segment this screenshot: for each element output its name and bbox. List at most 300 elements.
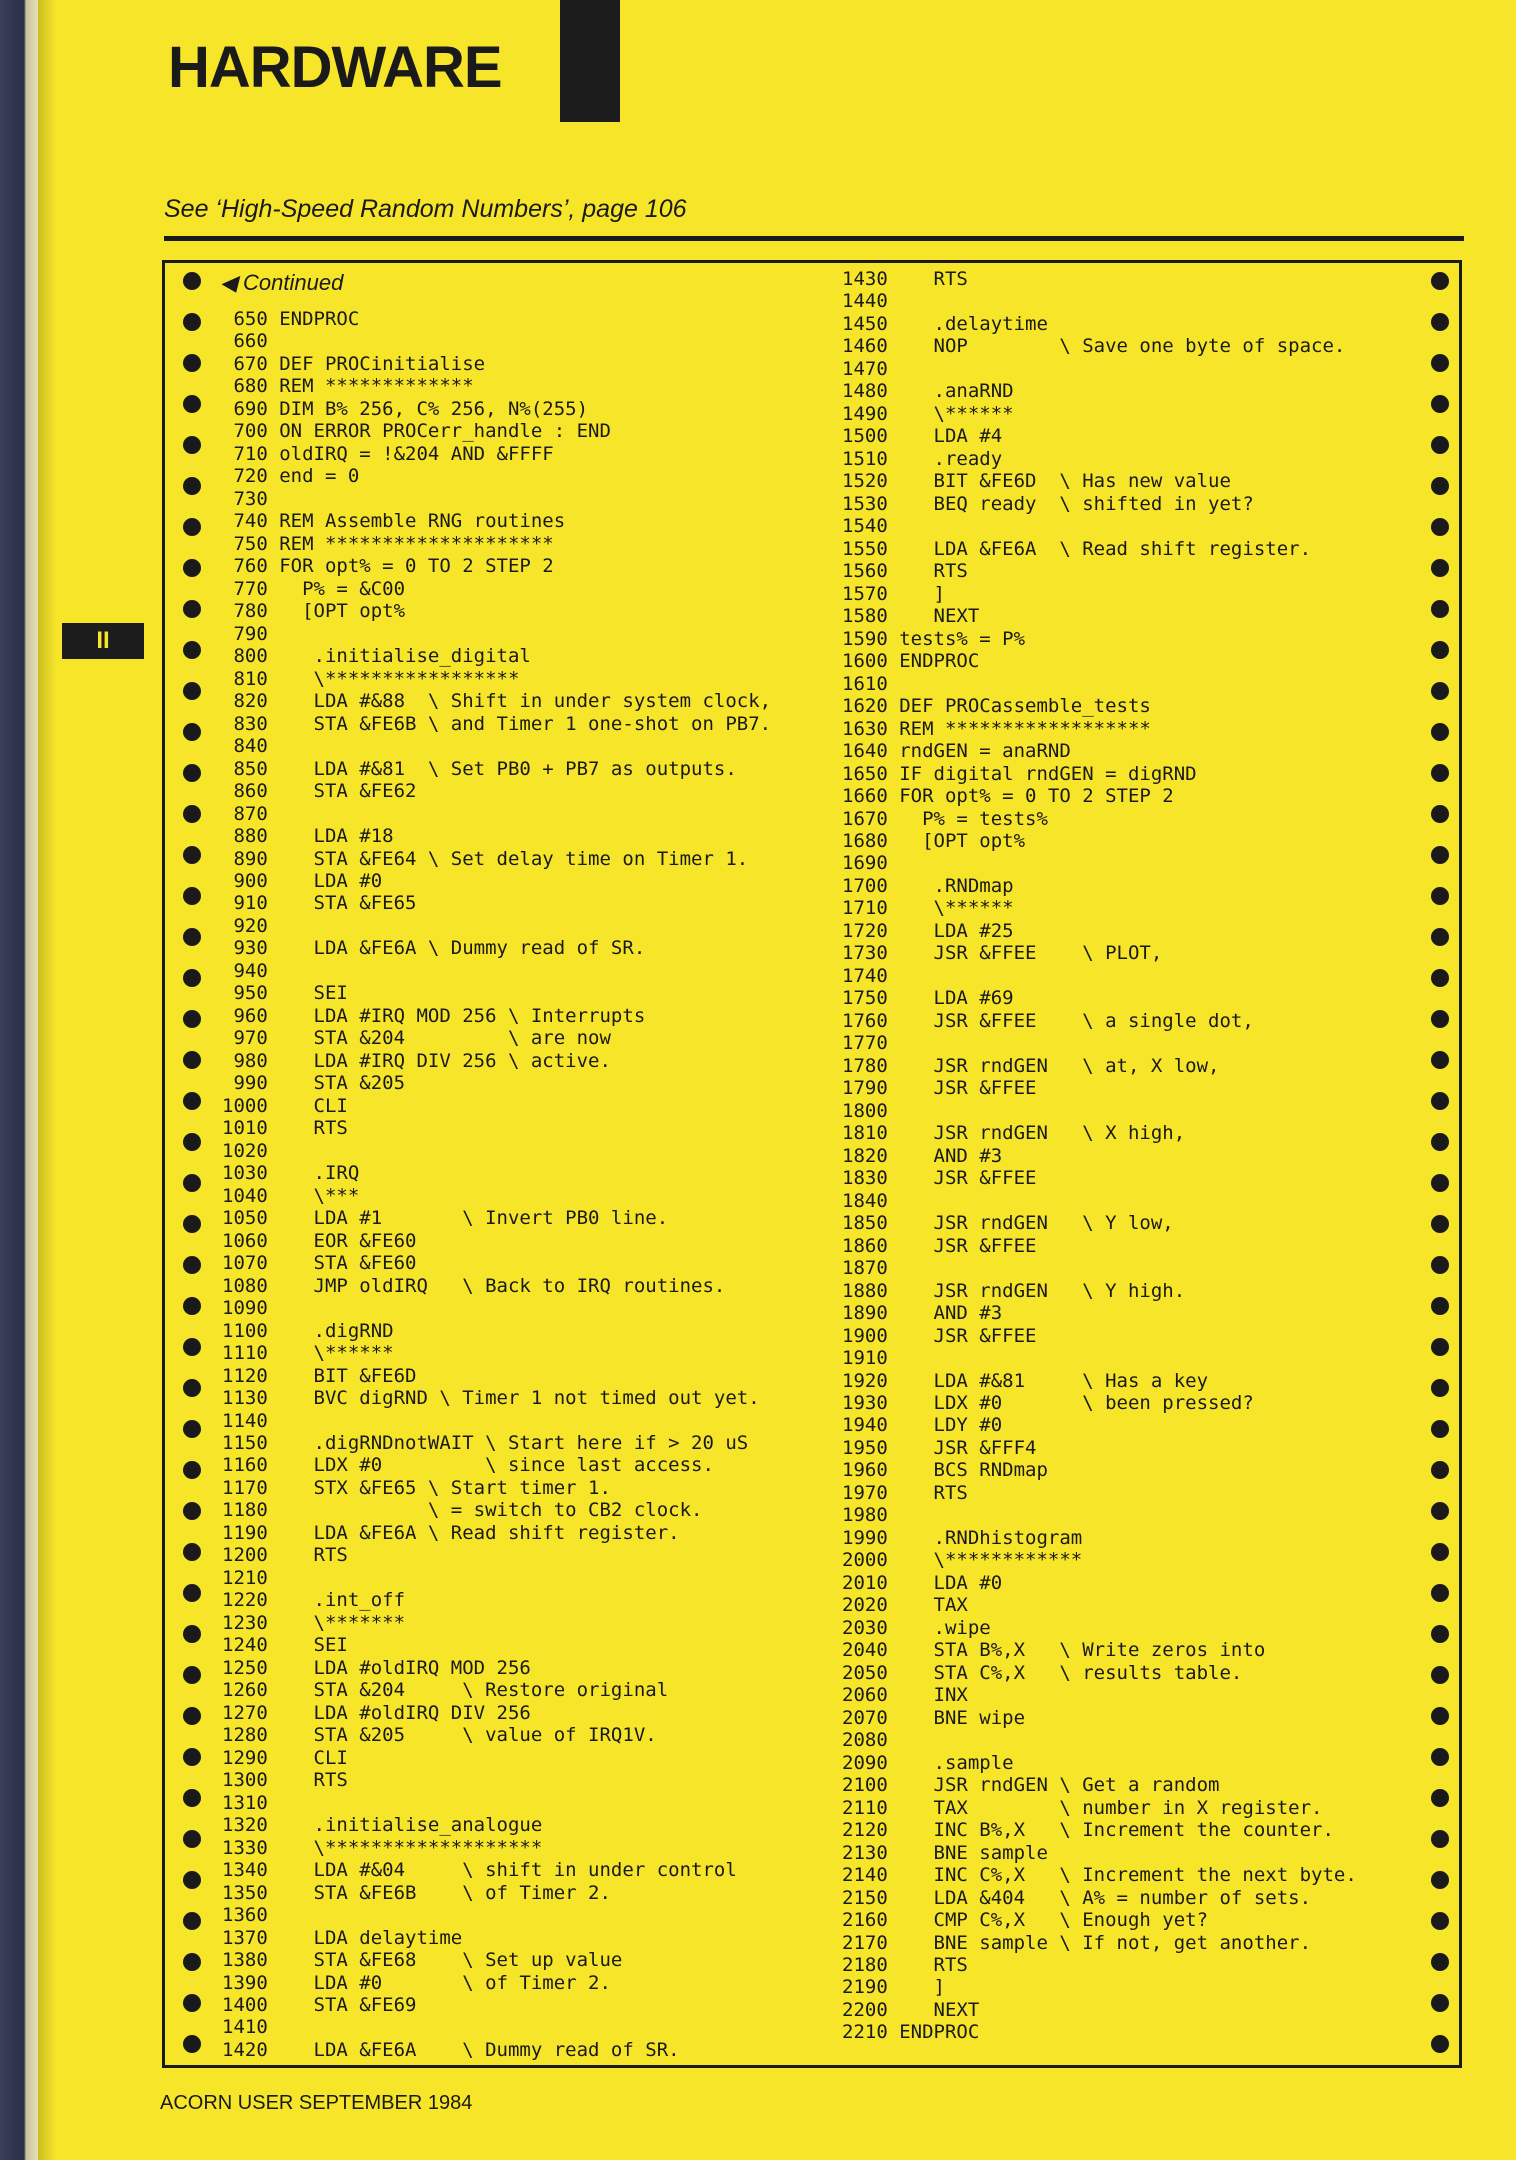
code-text: EOR &FE60 xyxy=(267,1229,417,1252)
line-number: 1660 xyxy=(842,785,888,808)
code-text xyxy=(888,1729,899,1751)
code-line xyxy=(842,583,945,605)
code-line xyxy=(222,420,611,442)
tractor-hole xyxy=(1431,354,1449,372)
line-number: 1100 xyxy=(222,1319,268,1342)
code-line xyxy=(842,1212,1174,1234)
code-line xyxy=(842,1280,1185,1302)
code-text: \***************** xyxy=(267,667,520,690)
line-number: 1640 xyxy=(842,740,888,763)
code-line xyxy=(222,1769,348,1791)
code-line xyxy=(842,718,1151,740)
code-line xyxy=(842,1370,1208,1392)
code-line xyxy=(842,1819,1334,1841)
code-line xyxy=(842,268,968,290)
binding-spine xyxy=(0,0,38,2160)
code-line xyxy=(842,1235,1036,1257)
line-number: 720 xyxy=(222,465,268,488)
code-line xyxy=(222,1387,760,1409)
code-text: LDA &FE6A \ Read shift register. xyxy=(267,1521,680,1544)
code-line xyxy=(842,1055,1220,1077)
line-number: 1620 xyxy=(842,695,888,718)
line-number: 1820 xyxy=(842,1144,888,1167)
code-line xyxy=(842,852,899,874)
line-number: 750 xyxy=(222,532,268,555)
code-line xyxy=(842,358,899,380)
code-text: BNE sample xyxy=(887,1841,1048,1864)
line-number: 1860 xyxy=(842,1234,888,1257)
code-line xyxy=(222,825,394,847)
tractor-hole xyxy=(183,1215,201,1233)
code-text: STX &FE65 \ Start timer 1. xyxy=(267,1476,611,1499)
line-number: 890 xyxy=(222,847,268,870)
line-number: 820 xyxy=(222,690,268,713)
code-line xyxy=(842,1729,899,1751)
tractor-hole xyxy=(183,1502,201,1520)
line-number: 2160 xyxy=(842,1909,888,1932)
code-line xyxy=(842,403,1014,425)
code-text: STA C%,X \ results table. xyxy=(887,1661,1243,1684)
code-line xyxy=(222,555,554,577)
code-line xyxy=(842,515,899,537)
code-line xyxy=(842,1190,899,1212)
code-line xyxy=(222,1230,416,1252)
line-number: 1350 xyxy=(222,1881,268,1904)
tractor-hole xyxy=(1431,1379,1449,1397)
code-text: LDA #oldIRQ DIV 256 xyxy=(267,1701,531,1724)
line-number: 2060 xyxy=(842,1684,888,1707)
line-number: 1330 xyxy=(222,1836,268,1859)
code-text: INC B%,X \ Increment the counter. xyxy=(887,1819,1334,1842)
tractor-hole xyxy=(1431,1338,1449,1356)
code-text: \******************* xyxy=(267,1836,543,1859)
tractor-hole xyxy=(183,354,201,372)
line-number: 1900 xyxy=(842,1324,888,1347)
line-number: 1750 xyxy=(842,987,888,1010)
code-text: tests% = P% xyxy=(887,627,1026,650)
code-text: CMP C%,X \ Enough yet? xyxy=(887,1909,1209,1932)
code-text xyxy=(268,803,279,825)
code-line xyxy=(222,1477,611,1499)
code-text: LDA &404 \ A% = number of sets. xyxy=(887,1886,1312,1909)
code-text: P% = &C00 xyxy=(267,577,406,600)
code-line xyxy=(842,628,1025,650)
tractor-hole xyxy=(1431,1625,1449,1643)
tractor-hole xyxy=(1431,682,1449,700)
line-number: 1060 xyxy=(222,1229,268,1252)
code-text: .initialise_analogue xyxy=(267,1814,543,1837)
page-footer: ACORN USER SEPTEMBER 1984 xyxy=(160,2092,473,2114)
code-text: \****** xyxy=(887,402,1014,425)
line-number: 1570 xyxy=(842,582,888,605)
line-number: 920 xyxy=(222,914,268,937)
line-number: 840 xyxy=(222,735,268,758)
line-number: 940 xyxy=(222,959,268,982)
code-text: LDA #&04 \ shift in under control xyxy=(267,1859,737,1882)
left-arrow-icon: ◀ xyxy=(220,270,237,295)
code-line xyxy=(222,1837,542,1859)
code-text: LDX #0 \ since last access. xyxy=(267,1454,714,1477)
code-text xyxy=(268,1567,279,1589)
code-line xyxy=(222,1882,611,1904)
line-number: 660 xyxy=(222,330,268,353)
code-text: AND #3 xyxy=(887,1302,1003,1325)
code-line xyxy=(222,1162,359,1184)
header-black-block xyxy=(560,0,620,122)
line-number: 1670 xyxy=(842,807,888,830)
line-number: 1160 xyxy=(222,1454,268,1477)
code-text: INX xyxy=(887,1684,968,1707)
code-text: RTS xyxy=(267,1544,348,1567)
code-text: NOP \ Save one byte of space. xyxy=(887,335,1346,358)
line-number: 1320 xyxy=(222,1814,268,1837)
code-line xyxy=(842,1662,1242,1684)
line-number: 1440 xyxy=(842,290,888,313)
code-text: CLI xyxy=(267,1746,348,1769)
code-text: LDA &FE6A \ Dummy read of SR. xyxy=(267,2038,680,2061)
line-number: 2020 xyxy=(842,1594,888,1617)
code-line xyxy=(222,1365,416,1387)
code-text: RTS xyxy=(887,560,968,583)
line-number: 880 xyxy=(222,825,268,848)
code-line xyxy=(222,1544,348,1566)
code-line xyxy=(222,1027,611,1049)
code-line xyxy=(222,892,416,914)
code-line xyxy=(842,1392,1254,1414)
code-text xyxy=(888,1504,899,1526)
code-text: .ready xyxy=(887,447,1003,470)
code-text: ENDPROC xyxy=(887,2021,980,2044)
code-line xyxy=(842,830,1025,852)
tractor-hole xyxy=(183,1174,201,1192)
tractor-hole xyxy=(183,1379,201,1397)
code-line xyxy=(842,1617,991,1639)
code-line xyxy=(842,380,1014,402)
line-number: 690 xyxy=(222,397,268,420)
code-text: SEI xyxy=(267,982,348,1005)
code-text: STA &FE64 \ Set delay time on Timer 1. xyxy=(267,847,749,870)
line-number: 780 xyxy=(222,600,268,623)
line-number: 1110 xyxy=(222,1342,268,1365)
line-number: 2080 xyxy=(842,1729,888,1752)
line-number: 830 xyxy=(222,712,268,735)
code-text xyxy=(888,965,899,987)
tractor-hole xyxy=(1431,559,1449,577)
code-text: REM Assemble RNG routines xyxy=(267,510,566,533)
code-text: P% = tests% xyxy=(887,807,1048,830)
line-number: 1630 xyxy=(842,717,888,740)
line-number: 1010 xyxy=(222,1117,268,1140)
line-number: 1220 xyxy=(222,1589,268,1612)
code-text: TAX xyxy=(887,1594,968,1617)
code-text: AND #3 xyxy=(887,1144,1003,1167)
code-text xyxy=(268,488,279,510)
code-line xyxy=(842,695,1151,717)
tractor-hole xyxy=(1431,1215,1449,1233)
line-number: 2200 xyxy=(842,1998,888,2021)
code-text: rndGEN = anaRND xyxy=(887,740,1071,763)
code-line xyxy=(842,1864,1357,1886)
code-text: BIT &FE6D xyxy=(267,1364,417,1387)
line-number: 1700 xyxy=(842,874,888,897)
line-number: 980 xyxy=(222,1049,268,1072)
code-line xyxy=(842,1842,1048,1864)
code-text: JSR &FFEE xyxy=(887,1167,1037,1190)
code-line xyxy=(842,425,1002,447)
code-text: LDA &FE6A \ Read shift register. xyxy=(887,537,1312,560)
code-line xyxy=(842,650,979,672)
line-number: 950 xyxy=(222,982,268,1005)
code-line xyxy=(222,1410,279,1432)
code-line xyxy=(222,645,531,667)
line-number: 650 xyxy=(222,308,268,330)
line-number: 970 xyxy=(222,1027,268,1050)
tractor-hole xyxy=(1431,436,1449,454)
code-text: SEI xyxy=(267,1634,348,1657)
tractor-hole xyxy=(183,682,201,700)
code-line xyxy=(222,1724,657,1746)
line-number: 1960 xyxy=(842,1459,888,1482)
code-text: LDA #0 xyxy=(887,1571,1003,1594)
code-line xyxy=(842,493,1254,515)
code-text: .sample xyxy=(887,1751,1014,1774)
page-edge-shadow xyxy=(38,0,56,2160)
code-text: LDA #IRQ DIV 256 \ active. xyxy=(267,1049,611,1072)
code-text: JSR &FFEE xyxy=(887,1077,1037,1100)
code-text: STA B%,X \ Write zeros into xyxy=(887,1639,1266,1662)
line-number: 760 xyxy=(222,555,268,578)
code-line xyxy=(842,1594,968,1616)
code-text: JMP oldIRQ \ Back to IRQ routines. xyxy=(267,1274,726,1297)
line-number: 2070 xyxy=(842,1706,888,1729)
tractor-hole xyxy=(183,1625,201,1643)
code-line xyxy=(842,538,1311,560)
line-number: 730 xyxy=(222,487,268,510)
line-number: 930 xyxy=(222,937,268,960)
code-line xyxy=(842,1010,1254,1032)
code-line xyxy=(222,780,416,802)
code-text: LDA #69 xyxy=(887,987,1014,1010)
tractor-hole xyxy=(183,1871,201,1889)
tractor-hole xyxy=(183,1953,201,1971)
code-text: LDY #0 xyxy=(887,1414,1003,1437)
code-line xyxy=(222,1297,279,1319)
code-line xyxy=(222,308,359,330)
tractor-hole xyxy=(1431,1953,1449,1971)
line-number: 2010 xyxy=(842,1571,888,1594)
code-line xyxy=(842,1414,1002,1436)
code-text: STA &FE6B \ of Timer 2. xyxy=(267,1881,611,1904)
tractor-hole xyxy=(183,1666,201,1684)
code-line xyxy=(842,785,1174,807)
code-line xyxy=(842,1167,1036,1189)
code-line xyxy=(842,560,968,582)
code-text xyxy=(888,358,899,380)
code-text xyxy=(888,1032,899,1054)
line-number: 800 xyxy=(222,645,268,668)
code-text: JSR rndGEN \ Y high. xyxy=(887,1279,1186,1302)
tractor-hole xyxy=(183,1256,201,1274)
tractor-hole xyxy=(183,764,201,782)
tractor-hole xyxy=(183,1051,201,1069)
code-line xyxy=(842,1976,945,1998)
code-text: STA &FE6B \ and Timer 1 one-shot on PB7. xyxy=(267,712,772,735)
tractor-hole xyxy=(1431,1666,1449,1684)
code-line xyxy=(842,448,1002,470)
code-text xyxy=(268,1410,279,1432)
code-text xyxy=(268,1792,279,1814)
line-number: 1560 xyxy=(842,560,888,583)
code-text: JSR rndGEN \ X high, xyxy=(887,1122,1186,1145)
code-line xyxy=(842,1504,899,1526)
code-text: LDX #0 \ been pressed? xyxy=(887,1392,1254,1414)
line-number: 1120 xyxy=(222,1364,268,1387)
line-number: 1450 xyxy=(842,312,888,335)
line-number: 1490 xyxy=(842,402,888,425)
code-text: \ = switch to CB2 clock. xyxy=(267,1499,703,1522)
code-line xyxy=(222,735,279,757)
tractor-holes-right xyxy=(1426,262,1456,2062)
code-line xyxy=(222,623,279,645)
line-number: 1800 xyxy=(842,1099,888,1122)
tractor-hole xyxy=(1431,764,1449,782)
tractor-hole xyxy=(1431,1461,1449,1479)
code-line xyxy=(842,920,1014,942)
tractor-hole xyxy=(183,1092,201,1110)
line-number: 1280 xyxy=(222,1724,268,1747)
line-number: 850 xyxy=(222,757,268,780)
code-text: DEF PROCinitialise xyxy=(267,352,486,375)
code-line xyxy=(222,1702,531,1724)
code-text: NEXT xyxy=(887,1998,980,2021)
tractor-hole xyxy=(183,1707,201,1725)
code-text: BVC digRND \ Timer 1 not timed out yet. xyxy=(267,1387,760,1410)
code-text: JSR &FFEE \ PLOT, xyxy=(887,942,1163,965)
code-line xyxy=(842,1797,1322,1819)
tractor-holes-left xyxy=(178,262,208,2062)
tractor-hole xyxy=(1431,518,1449,536)
tractor-hole xyxy=(183,477,201,495)
code-line xyxy=(222,533,554,555)
tractor-hole xyxy=(183,1461,201,1479)
code-text xyxy=(888,290,899,312)
code-line xyxy=(222,1140,279,1162)
code-text: .delaytime xyxy=(887,312,1048,335)
code-text: \************ xyxy=(887,1549,1083,1572)
code-text: REM ****************** xyxy=(887,717,1151,740)
code-text: STA &204 \ are now xyxy=(267,1027,611,1050)
line-number: 1920 xyxy=(842,1369,888,1392)
line-number: 1600 xyxy=(842,650,888,673)
code-text: LDA #18 xyxy=(267,825,394,848)
code-text: LDA &FE6A \ Dummy read of SR. xyxy=(267,937,646,960)
tractor-hole xyxy=(1431,641,1449,659)
line-number: 1050 xyxy=(222,1207,268,1230)
line-number: 1910 xyxy=(842,1347,888,1370)
line-number: 1260 xyxy=(222,1679,268,1702)
line-number: 1930 xyxy=(842,1392,888,1414)
tractor-hole xyxy=(183,1133,201,1151)
line-number: 1250 xyxy=(222,1656,268,1679)
line-number: 2100 xyxy=(842,1774,888,1797)
line-number: 1730 xyxy=(842,942,888,965)
line-number: 1720 xyxy=(842,919,888,942)
code-line xyxy=(222,1117,348,1139)
code-line xyxy=(222,1634,348,1656)
code-text xyxy=(888,852,899,874)
line-number: 870 xyxy=(222,802,268,825)
code-text: \******* xyxy=(267,1611,406,1634)
code-line xyxy=(222,848,748,870)
tractor-hole xyxy=(1431,2035,1449,2053)
line-number: 1970 xyxy=(842,1481,888,1504)
line-number: 1020 xyxy=(222,1139,268,1162)
code-line xyxy=(222,1005,645,1027)
line-number: 1200 xyxy=(222,1544,268,1567)
code-text: JSR &FFEE \ a single dot, xyxy=(887,1009,1254,1032)
code-text: ENDPROC xyxy=(887,650,980,673)
code-text xyxy=(888,1190,899,1212)
code-line xyxy=(842,808,1048,830)
tractor-hole xyxy=(1431,1502,1449,1520)
tractor-hole xyxy=(183,641,201,659)
code-line xyxy=(842,1347,899,1369)
code-line xyxy=(222,375,474,397)
line-number: 1380 xyxy=(222,1949,268,1972)
code-line xyxy=(842,1684,968,1706)
code-line xyxy=(842,673,899,695)
code-text: STA &FE68 \ Set up value xyxy=(267,1949,623,1972)
line-number: 2190 xyxy=(842,1976,888,1999)
line-number: 1890 xyxy=(842,1302,888,1325)
continued-text: Continued xyxy=(243,270,344,295)
line-number: 1430 xyxy=(842,268,888,290)
tractor-hole xyxy=(1431,723,1449,741)
code-text: FOR opt% = 0 TO 2 STEP 2 xyxy=(887,785,1174,808)
code-text: FOR opt% = 0 TO 2 STEP 2 xyxy=(267,555,554,578)
code-text xyxy=(888,1347,899,1369)
code-text: INC C%,X \ Increment the next byte. xyxy=(887,1864,1357,1887)
code-line xyxy=(222,1927,462,1949)
line-number: 1240 xyxy=(222,1634,268,1657)
code-line xyxy=(842,942,1162,964)
line-number: 1810 xyxy=(842,1122,888,1145)
code-line xyxy=(842,1459,1048,1481)
code-line xyxy=(222,915,279,937)
code-line xyxy=(222,1072,405,1094)
tractor-hole xyxy=(1431,395,1449,413)
tractor-hole xyxy=(1431,1543,1449,1561)
code-line xyxy=(222,1275,725,1297)
line-number: 1400 xyxy=(222,1994,268,2016)
line-number: 1990 xyxy=(842,1526,888,1549)
code-line xyxy=(842,1954,968,1976)
line-number: 1790 xyxy=(842,1077,888,1100)
code-text xyxy=(268,735,279,757)
code-text: ON ERROR PROCerr_handle : END xyxy=(267,420,611,443)
line-number: 1190 xyxy=(222,1521,268,1544)
line-number: 770 xyxy=(222,577,268,600)
code-text: oldIRQ = !&204 AND &FFFF xyxy=(267,442,554,465)
tractor-hole xyxy=(183,1010,201,1028)
line-number: 1270 xyxy=(222,1701,268,1724)
code-line xyxy=(842,1482,968,1504)
code-text: JSR rndGEN \ at, X low, xyxy=(887,1054,1220,1077)
line-number: 1580 xyxy=(842,605,888,628)
code-line xyxy=(222,713,771,735)
code-line xyxy=(842,1437,1036,1459)
code-text: .digRNDnotWAIT \ Start here if > 20 uS xyxy=(267,1432,749,1454)
